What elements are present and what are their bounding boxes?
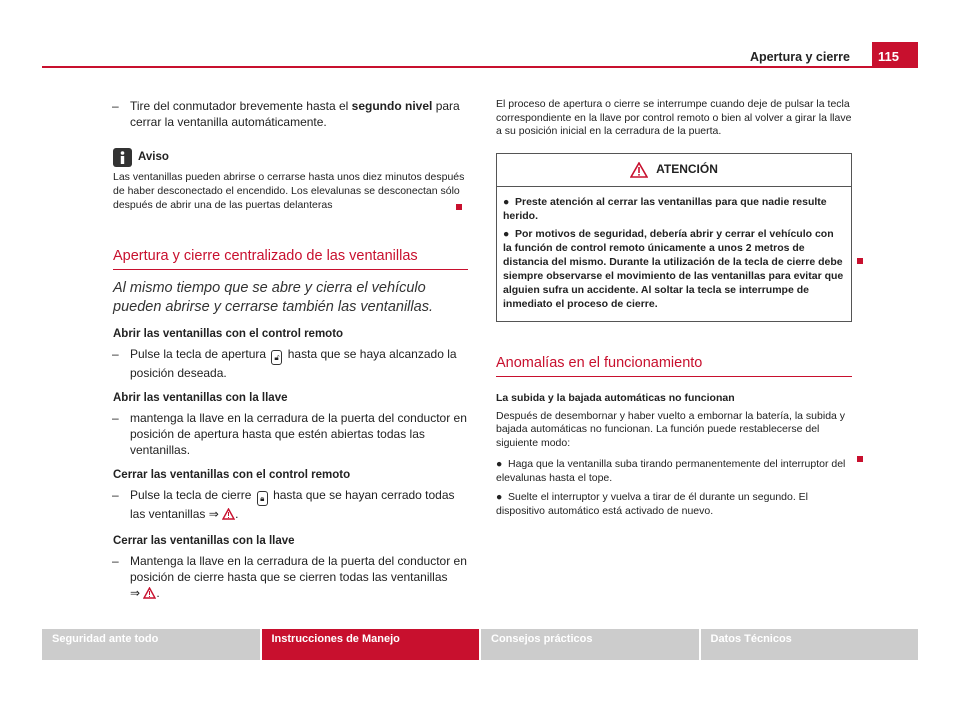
- header-rule: [42, 66, 918, 68]
- info-book-icon: [113, 148, 132, 167]
- list-item: [496, 458, 852, 485]
- section-end-marker: [857, 456, 863, 462]
- list-item: [113, 410, 468, 458]
- subheading: Abrir las ventanillas con el control remoto: [113, 328, 344, 340]
- key-lock-icon: 🔒︎: [257, 491, 268, 506]
- subheading: Cerrar las ventanillas con la llave: [113, 535, 295, 547]
- dash-marker: –: [112, 99, 119, 113]
- dash-marker: –: [112, 347, 119, 361]
- left-column: [113, 98, 468, 612]
- attention-item-text: Por motivos de seguridad, debería abrir y cerrar el vehículo con la función de control remoto únicamente a unos 2 metros de distancia del mismo. Durante la utilización de la tecla de cierre debe siempre observarse el movimiento de las ventanillas para evitar que alguien sufra un accidente. Al soltar la tecla se interrumpe de inmediato el proceso de cierre.: [503, 227, 844, 310]
- dash-marker: –: [112, 554, 119, 568]
- key-unlock-icon: 🔓︎: [271, 350, 282, 365]
- item-text-before: Tire del conmutador brevemente hasta el: [130, 99, 352, 113]
- section-title: Anomalías en el funcionamiento: [496, 356, 852, 377]
- item-text-before: Pulse la tecla de cierre: [130, 488, 255, 502]
- page-header-title: Apertura y cierre: [749, 50, 850, 64]
- dash-marker: –: [112, 411, 119, 425]
- note-body: Las ventanillas pueden abrirse o cerrarse hasta unos diez minutos después de haber desconectado el encendido. Los elevalunas se desconectan sólo después de abrir una de las puertas delanteras: [113, 171, 465, 211]
- attention-heading: [497, 154, 851, 187]
- page-number-badge: 115: [872, 42, 918, 66]
- note-title: Aviso: [138, 151, 169, 163]
- attention-box: [496, 153, 852, 322]
- item-text-bold: segundo nivel: [351, 99, 433, 113]
- warning-ref-icon[interactable]: [222, 508, 235, 524]
- list-item: [113, 98, 468, 130]
- footer-tab-instrucciones[interactable]: Instrucciones de Manejo: [262, 629, 482, 660]
- item-text: mantenga la llave en la cerradura de la puerta del conductor en posición de apertura hasta que estén abiertas todas las ventanillas.: [130, 411, 467, 457]
- note-text: [113, 170, 468, 212]
- paragraph: Después de desembornar y haber vuelto a embornar la batería, la subida y bajada automáticas no funcionan. La función puede restablecerse del siguiente modo:: [496, 409, 846, 449]
- attention-title: ATENCIÓN: [656, 162, 718, 176]
- item-text-after: hasta que se haya alcanzado la posición deseada.: [130, 347, 457, 380]
- attention-item: [503, 227, 845, 311]
- list-item: – Pulse la tecla de cierre 🔒︎ hasta que se hayan cerrado todas las ventanillas ⇒ .: [113, 487, 468, 524]
- list-item: [113, 346, 468, 381]
- section-end-marker: [857, 258, 863, 264]
- warning-triangle-icon: [630, 162, 648, 178]
- intro-paragraph: El proceso de apertura o cierre se interrumpe cuando deje de pulsar la tecla correspondiente en la llave por control remoto o bien al volver a girar la llave a su posición inicial en la cerradura de la puerta.: [496, 98, 852, 137]
- bullet-marker: ●: [503, 195, 510, 208]
- item-text-after: hasta que se hayan cerrado todas las ventanillas ⇒: [130, 488, 455, 521]
- bullet-text: Suelte el interruptor y vuelva a tirar de él durante un segundo. El dispositivo automático está activado de nuevo.: [496, 491, 809, 517]
- item-text-before: Pulse la tecla de apertura: [130, 347, 270, 361]
- footer-tab-datos[interactable]: Datos Técnicos: [701, 629, 919, 660]
- section-end-marker: [456, 204, 462, 210]
- attention-item-text: Preste atención al cerrar las ventanillas para que nadie resulte herido.: [503, 195, 827, 222]
- subheading: La subida y la bajada automáticas no funcionan: [496, 391, 735, 404]
- footer-nav: [42, 629, 918, 660]
- list-item: [496, 491, 852, 518]
- list-item: – Mantenga la llave en la cerradura de la puerta del conductor en posición de cierre hasta que se cierren todas las ventanillas ⇒ .: [113, 553, 468, 603]
- bullet-marker: ●: [496, 458, 503, 470]
- footer-tab-consejos[interactable]: Consejos prácticos: [481, 629, 701, 660]
- note-heading: [113, 148, 468, 167]
- bullet-marker: ●: [503, 227, 510, 240]
- item-ref: ⇒: [130, 586, 144, 600]
- right-column: [496, 98, 852, 524]
- item-text-after: para cerrar la ventanilla automáticamente.: [130, 99, 460, 129]
- item-text: Mantenga la llave en la cerradura de la puerta del conductor en posición de cierre hasta que se cierren todas las ventanillas: [130, 554, 467, 584]
- attention-item: [503, 195, 845, 223]
- lead-text: Al mismo tiempo que se abre y cierra el vehículo pueden abrirse y cerrarse también las ventanillas.: [113, 280, 433, 315]
- subheading: Abrir las ventanillas con la llave: [113, 392, 288, 404]
- footer-tab-seguridad[interactable]: Seguridad ante todo: [42, 629, 262, 660]
- section-title: Apertura y cierre centralizado de las ventanillas: [113, 249, 468, 270]
- dash-marker: –: [112, 488, 119, 502]
- attention-body: [497, 187, 851, 321]
- subheading: Cerrar las ventanillas con el control remoto: [113, 469, 351, 481]
- bullet-text: Haga que la ventanilla suba tirando permanentemente del interruptor del elevalunas hasta el tope.: [496, 458, 846, 484]
- warning-ref-icon[interactable]: [143, 587, 156, 603]
- bullet-marker: ●: [496, 491, 503, 503]
